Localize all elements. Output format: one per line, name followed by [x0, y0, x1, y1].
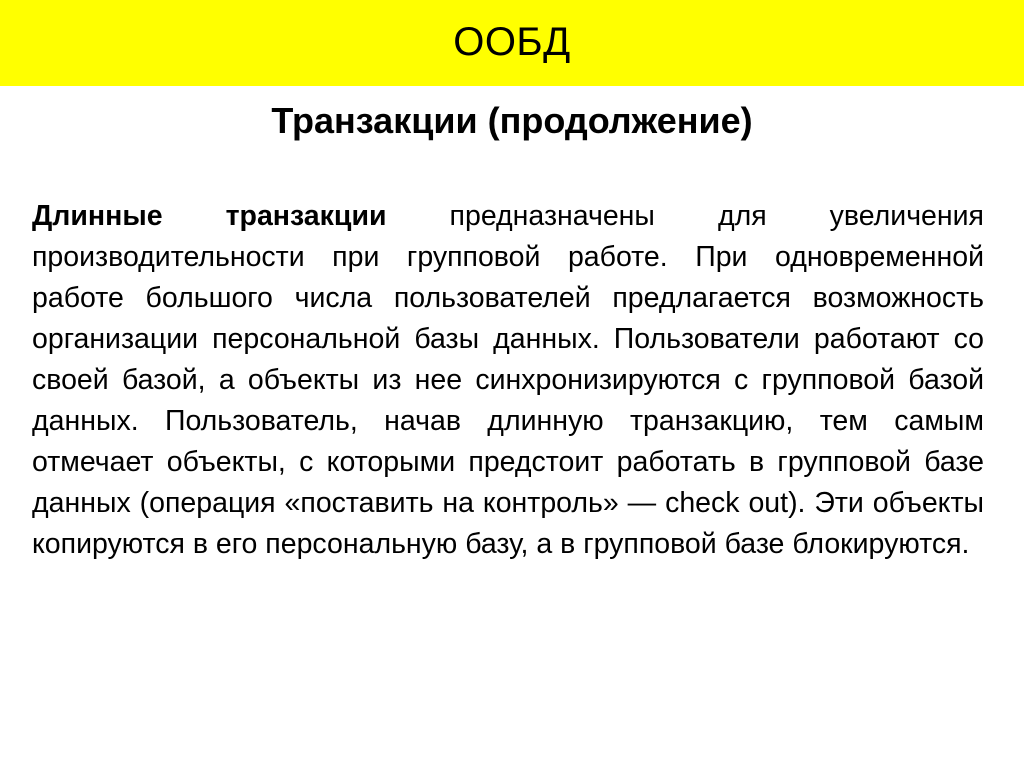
body-paragraph	[32, 196, 984, 565]
body-text: предназначены для увеличения производительности при групповой работе. При одновременной работе большого числа пользователей предлагается возможность организации персональной базы данных. Пользователи работают со своей базой, а объекты из нее синхронизируются с групповой базой данных. Пользователь, начав длинную транзакцию, тем самым отмечает объекты, с которыми предстоит работать в групповой базе данных (операция «поставить на контроль» — check out). Эти объекты копируются в его персональную базу, а в групповой базе блокируются.	[32, 200, 984, 560]
body-lead-term: Длинные транзакции	[32, 200, 387, 232]
header-title: ООБД	[453, 19, 571, 64]
header-bar	[0, 0, 1024, 86]
slide-title: Транзакции (продолжение)	[271, 100, 753, 141]
